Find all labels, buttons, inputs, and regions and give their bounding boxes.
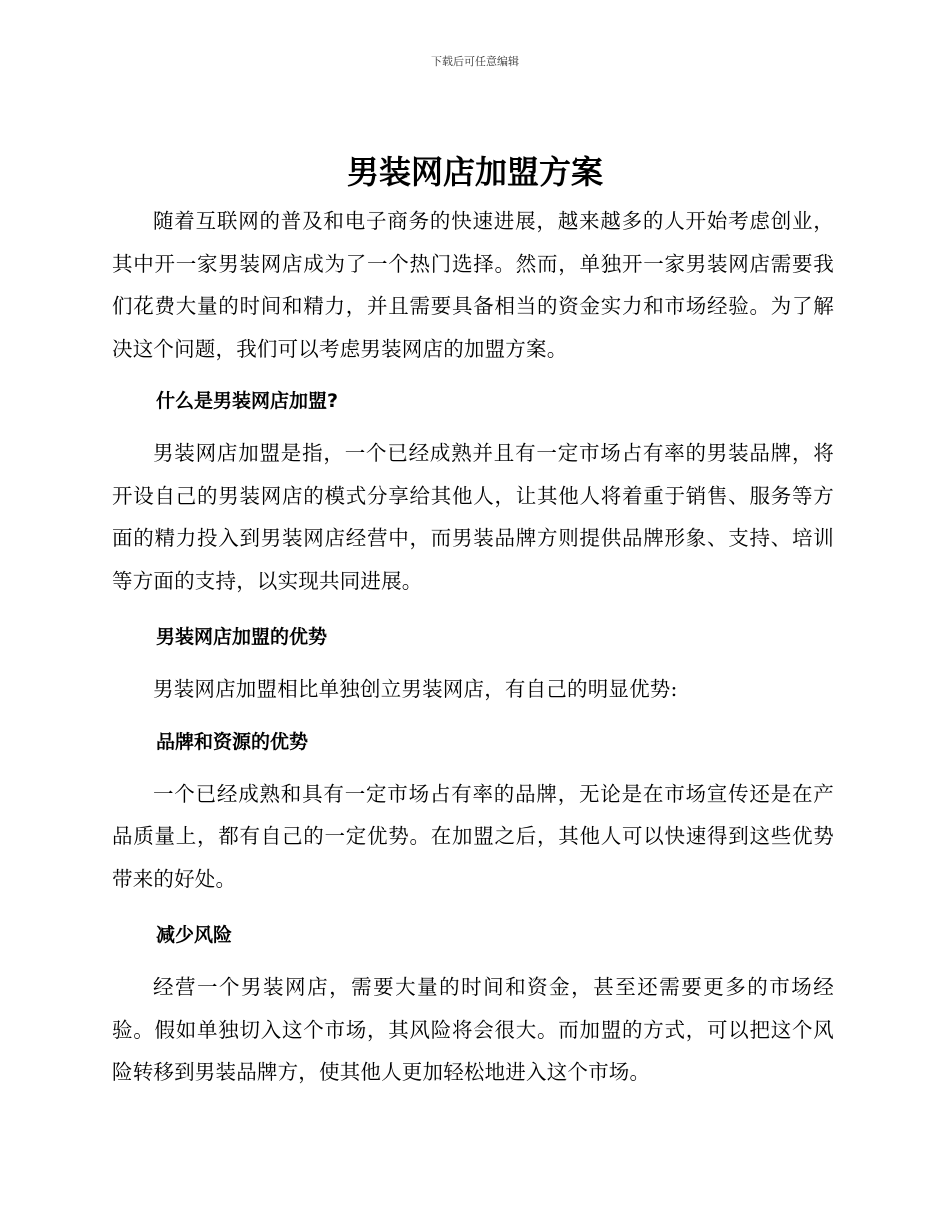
section-heading-advantages: 男装网店加盟的优势 [156,626,328,648]
brand-paragraph: 一个已经成熟和具有一定市场占有率的品牌，无论是在市场宣传还是在产品质量上，都有自己的一定优势。在加盟之后，其他人可以快速得到这些优势带来的好处。 [112,781,834,891]
section-heading-risk: 减少风险 [156,924,233,946]
document-body [112,200,834,1094]
advantages-paragraph: 男装网店加盟相比单独创立男装网店，有自己的明显优势: [153,677,678,701]
section-heading-brand: 品牌和资源的优势 [156,730,309,753]
header-note: 下载后可任意编辑 [431,55,519,68]
risk-paragraph: 经营一个男装网店，需要大量的时间和资金，甚至还需要更多的市场经验。假如单独切入这个市场，其风险将会很大。而加盟的方式，可以把这个风险转移到男装品牌方，使其他人更加轻松地进入这个市场。 [112,975,834,1084]
definition-paragraph: 男装网店加盟是指，一个已经成熟并且有一定市场占有率的男装品牌，将开设自己的男装网店的模式分享给其他人，让其他人将着重于销售、服务等方面的精力投入到男装网店经营中，而男装品牌方则提供品牌形象、支持、培训等方面的支持，以实现共同进展。 [112,441,834,593]
document-title: 男装网店加盟方案 [346,153,603,191]
intro-paragraph: 随着互联网的普及和电子商务的快速进展，越来越多的人开始考虑创业，其中开一家男装网店成为了一个热门选择。然而，单独开一家男装网店需要我们花费大量的时间和精力，并且需要具备相当的资金实力和市场经验。为了解决这个问题，我们可以考虑男装网店的加盟方案。 [112,209,834,361]
section-heading-what-is: 什么是男装网店加盟? [156,390,339,412]
